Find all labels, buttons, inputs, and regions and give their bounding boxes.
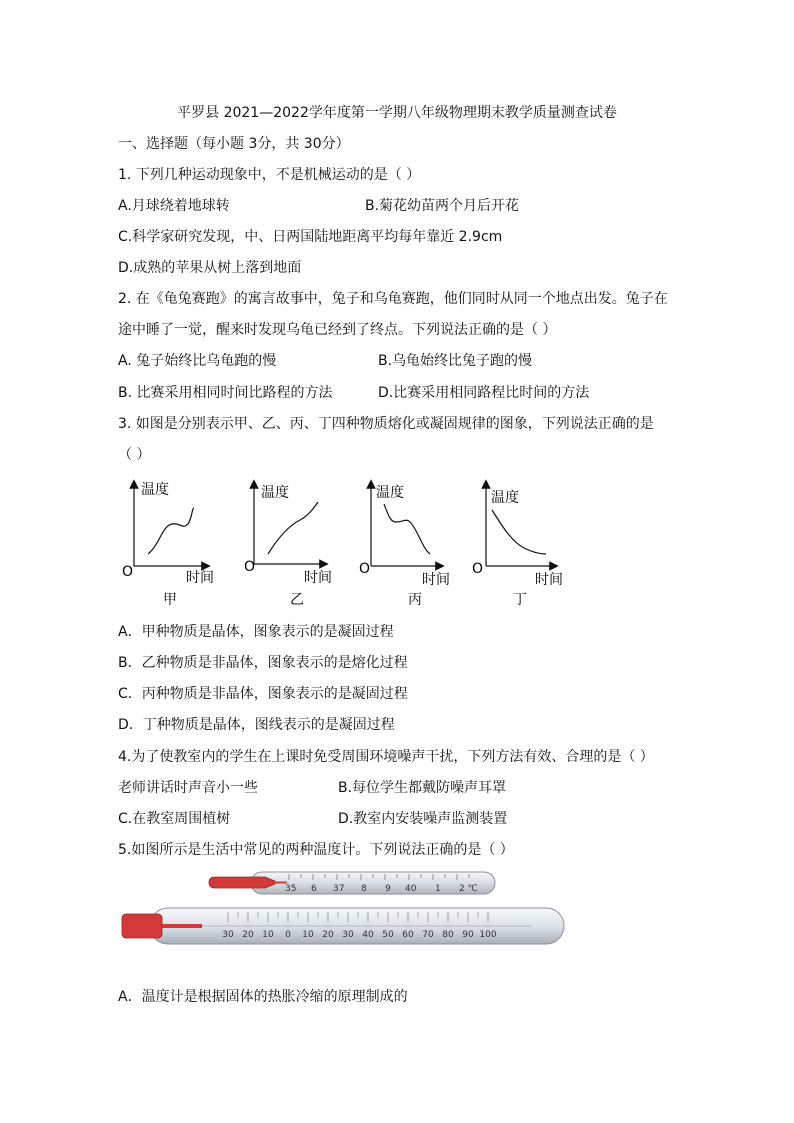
lab-label-13: 100	[479, 930, 497, 940]
clinical-label-6: 1	[435, 884, 441, 894]
graph-yi-name: 乙	[290, 592, 304, 608]
clinical-label-4: 9	[385, 884, 391, 894]
curve-ding	[492, 510, 546, 554]
q2-stem-line1: 2. 在《龟兔赛跑》的寓言故事中，兔子和乌龟赛跑，他们同时从同一个地点出发。兔子在	[118, 291, 668, 307]
q2-option-c: B. 比赛采用相同时间比路程的方法	[118, 385, 333, 401]
clinical-label-5: 40	[405, 884, 417, 894]
graph-bing-name: 丙	[408, 592, 422, 608]
graph-ding-origin: O	[472, 561, 484, 577]
curve-yi	[268, 502, 318, 554]
q4-option-d: D.教室内安装噪声监测装置	[338, 811, 508, 827]
lab-label-7: 40	[362, 930, 374, 940]
lab-label-8: 50	[382, 930, 394, 940]
graph-yi-origin: O	[244, 559, 256, 575]
page-title: 平罗县 2021—2022学年度第一学期八年级物理期末教学质量测查试卷	[177, 105, 617, 121]
lab-label-10: 70	[422, 930, 434, 940]
graph-jia-xlabel: 时间	[186, 570, 214, 586]
clinical-label-1: 6	[311, 884, 317, 894]
phase-change-graphs	[110, 478, 580, 608]
lab-label-2: 10	[262, 930, 274, 940]
q2-option-d: D.比赛采用相同路程比时间的方法	[378, 385, 590, 401]
curve-jia	[148, 508, 194, 554]
graph-jia-ylabel: 温度	[141, 482, 169, 498]
clinical-label-2: 37	[333, 884, 345, 894]
q4-option-c: C.在教室周围植树	[118, 811, 231, 827]
graph-yi-ylabel: 温度	[261, 485, 289, 501]
lab-label-9: 60	[402, 930, 414, 940]
q2-stem-line2: 途中睡了一觉，醒来时发现乌龟已经到了终点。下列说法正确的是（ ）	[118, 322, 557, 338]
q2-option-a: A. 兔子始终比乌龟跑的慢	[118, 353, 277, 369]
graph-jia	[122, 481, 214, 608]
lab-label-3: 0	[285, 930, 291, 940]
lab-label-1: 20	[242, 930, 254, 940]
q3-option-a: A．甲种物质是晶体，图象表示的是凝固过程	[118, 624, 394, 640]
graph-yi-xlabel: 时间	[304, 570, 332, 586]
graph-jia-name: 甲	[163, 592, 177, 608]
lab-label-5: 20	[322, 930, 334, 940]
lab-label-11: 80	[442, 930, 454, 940]
q3-stem-line2: （ ）	[118, 447, 151, 463]
q3-option-c: C．丙种物质是非晶体，图象表示的是凝固过程	[118, 686, 408, 702]
q4-option-b: B.每位学生都戴防噪声耳罩	[338, 780, 507, 796]
q3-option-b: B．乙种物质是非晶体，图象表示的是熔化过程	[118, 655, 408, 671]
clinical-thermometer	[205, 868, 505, 898]
q3-stem-line1: 3. 如图是分别表示甲、乙、丙、丁四种物质熔化或凝固规律的图象，下列说法正确的是	[118, 416, 654, 432]
q3-option-d: D．丁种物质是晶体，图线表示的是凝固过程	[118, 717, 395, 733]
lab-label-12: 90	[462, 930, 474, 940]
lab-label-4: 10	[302, 930, 314, 940]
q4-stem: 4.为了使教室内的学生在上课时免受周围环境噪声干扰，下列方法有效、合理的是（ ）	[118, 749, 654, 765]
graph-ding-name: 丁	[513, 592, 527, 608]
clinical-label-3: 8	[361, 884, 367, 894]
graph-yi	[244, 484, 332, 608]
q1-stem: 1. 下列几种运动现象中，不是机械运动的是（ ）	[118, 167, 421, 183]
q5-stem: 5.如图所示是生活中常见的两种温度计。下列说法正确的是（ ）	[118, 842, 514, 858]
graph-ding-ylabel: 温度	[491, 490, 519, 506]
graph-bing-ylabel: 温度	[376, 485, 404, 501]
graph-jia-origin: O	[122, 564, 134, 580]
clinical-label-0: 35	[285, 884, 297, 894]
q1-option-c: C.科学家研究发现，中、日两国陆地距离平均每年靠近 2.9cm	[118, 229, 503, 245]
q1-option-d: D.成熟的苹果从树上落到地面	[118, 260, 302, 276]
lab-label-6: 30	[342, 930, 354, 940]
lab-thermometer	[120, 904, 568, 948]
graph-bing-origin: O	[359, 561, 371, 577]
section-heading: 一、选择题（每小题 3分，共 30分）	[118, 136, 350, 152]
q1-option-b: B.菊花幼苗两个月后开花	[365, 198, 520, 214]
q5-option-a: A．温度计是根据固体的热胀冷缩的原理制成的	[118, 989, 408, 1005]
lab-label-0: 30	[222, 930, 234, 940]
q1-option-a: A.月球绕着地球转	[118, 198, 230, 214]
graph-ding	[472, 484, 563, 608]
clinical-label-7: 2 ℃	[459, 884, 478, 894]
graph-bing-xlabel: 时间	[422, 572, 450, 588]
graph-bing	[359, 484, 450, 608]
curve-bing	[384, 504, 430, 554]
q2-option-b: B.乌龟始终比兔子跑的慢	[378, 353, 533, 369]
graph-ding-xlabel: 时间	[535, 572, 563, 588]
q4-option-a: 老师讲话时声音小一些	[118, 780, 258, 796]
